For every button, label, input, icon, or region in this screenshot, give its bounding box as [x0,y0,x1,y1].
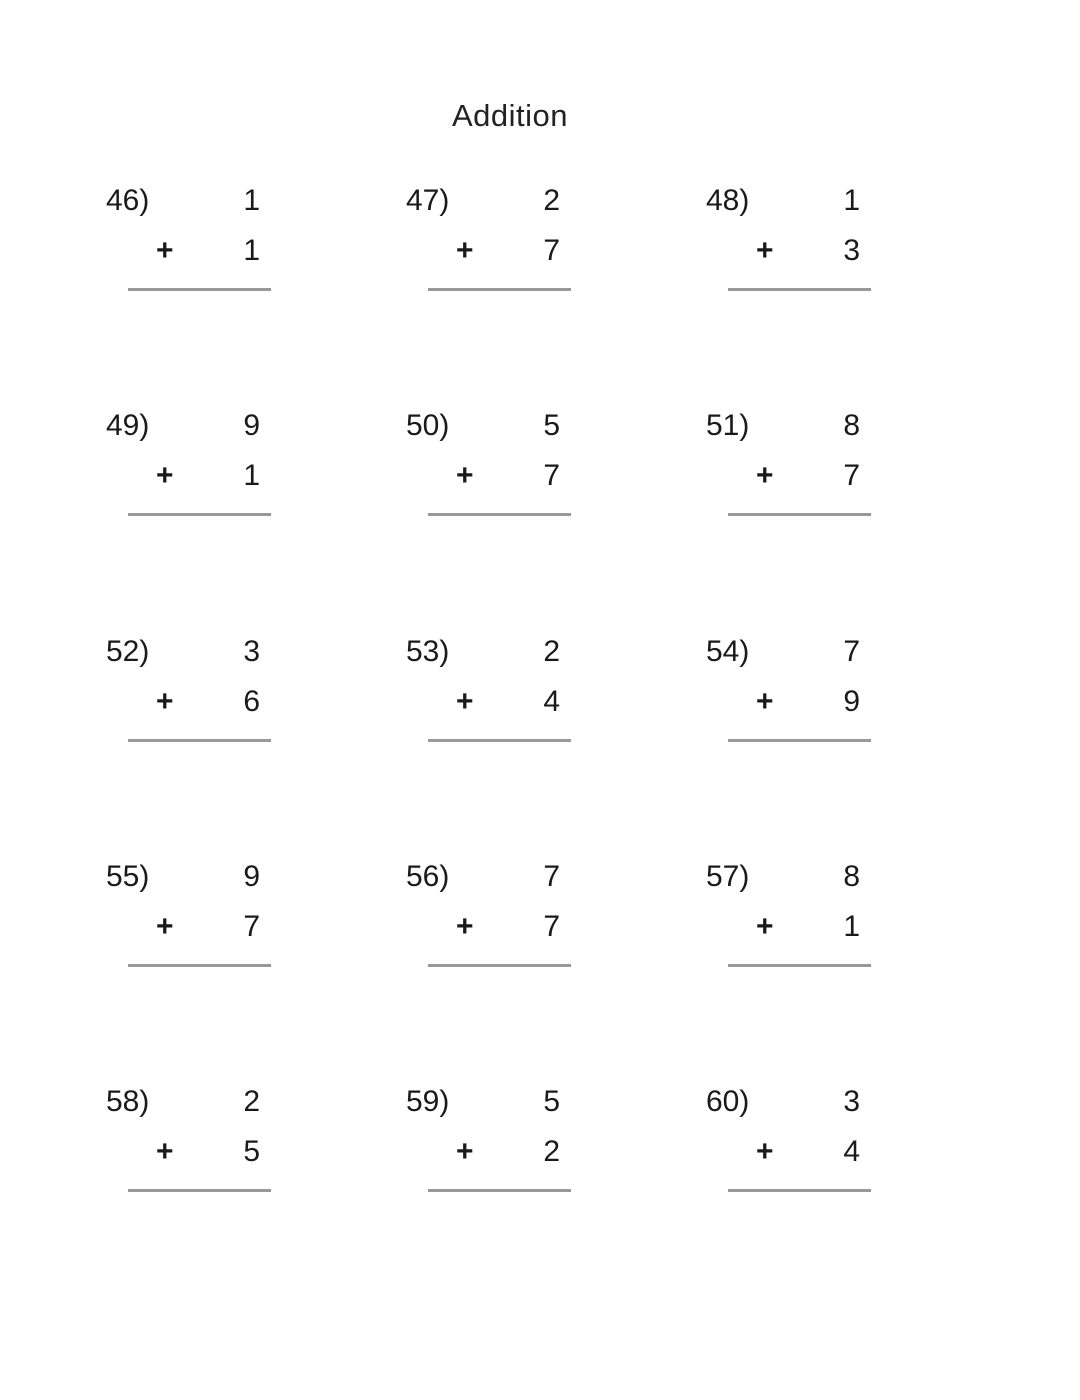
plus-sign: + [456,1135,474,1168]
problem-54 [706,634,886,754]
problem-number: 57) [706,860,750,893]
answer-line [728,288,871,291]
plus-sign: + [156,459,174,492]
problem-52 [106,634,286,754]
plus-sign: + [756,234,774,267]
answer-line [728,1189,871,1192]
top-addend: 5 [543,1085,560,1118]
plus-sign: + [456,459,474,492]
answer-line [728,513,871,516]
bottom-addend: 4 [543,685,560,718]
top-addend: 7 [843,635,860,668]
plus-sign: + [156,910,174,943]
bottom-addend: 1 [243,234,260,267]
answer-line [428,964,571,967]
problem-51 [706,408,886,528]
plus-sign: + [456,685,474,718]
problem-number: 46) [106,184,150,217]
top-addend: 5 [543,409,560,442]
top-addend: 8 [843,860,860,893]
top-addend: 8 [843,409,860,442]
bottom-addend: 4 [843,1135,860,1168]
answer-line [128,513,271,516]
problem-number: 60) [706,1085,750,1118]
plus-sign: + [756,910,774,943]
plus-sign: + [756,1135,774,1168]
problem-number: 47) [406,184,450,217]
top-addend: 2 [543,184,560,217]
problem-number: 58) [106,1085,150,1118]
top-addend: 3 [843,1085,860,1118]
problem-50 [406,408,586,528]
bottom-addend: 1 [843,910,860,943]
top-addend: 1 [243,184,260,217]
problem-55 [106,859,286,979]
problem-58 [106,1084,286,1204]
bottom-addend: 5 [243,1135,260,1168]
problem-49 [106,408,286,528]
answer-line [128,964,271,967]
problem-53 [406,634,586,754]
problem-number: 54) [706,635,750,668]
top-addend: 2 [243,1085,260,1118]
problem-56 [406,859,586,979]
problem-number: 51) [706,409,750,442]
bottom-addend: 7 [543,459,560,492]
bottom-addend: 9 [843,685,860,718]
plus-sign: + [456,234,474,267]
problem-number: 56) [406,860,450,893]
answer-line [128,1189,271,1192]
problem-48 [706,183,886,303]
bottom-addend: 3 [843,234,860,267]
answer-line [428,1189,571,1192]
top-addend: 1 [843,184,860,217]
bottom-addend: 1 [243,459,260,492]
bottom-addend: 7 [243,910,260,943]
answer-line [128,739,271,742]
worksheet-title: Addition [451,98,569,133]
bottom-addend: 6 [243,685,260,718]
bottom-addend: 7 [543,234,560,267]
plus-sign: + [456,910,474,943]
top-addend: 2 [543,635,560,668]
plus-sign: + [156,685,174,718]
problem-number: 52) [106,635,150,668]
problem-59 [406,1084,586,1204]
bottom-addend: 2 [543,1135,560,1168]
top-addend: 7 [543,860,560,893]
top-addend: 3 [243,635,260,668]
answer-line [428,288,571,291]
bottom-addend: 7 [843,459,860,492]
answer-line [428,513,571,516]
problem-57 [706,859,886,979]
problem-number: 55) [106,860,150,893]
problem-number: 53) [406,635,450,668]
problem-47 [406,183,586,303]
plus-sign: + [156,234,174,267]
problem-60 [706,1084,886,1204]
top-addend: 9 [243,860,260,893]
plus-sign: + [756,685,774,718]
plus-sign: + [756,459,774,492]
problem-number: 59) [406,1085,450,1118]
answer-line [728,964,871,967]
answer-line [728,739,871,742]
answer-line [428,739,571,742]
answer-line [128,288,271,291]
problem-number: 50) [406,409,450,442]
problem-number: 49) [106,409,150,442]
plus-sign: + [156,1135,174,1168]
problem-number: 48) [706,184,750,217]
problem-46 [106,183,286,303]
bottom-addend: 7 [543,910,560,943]
top-addend: 9 [243,409,260,442]
